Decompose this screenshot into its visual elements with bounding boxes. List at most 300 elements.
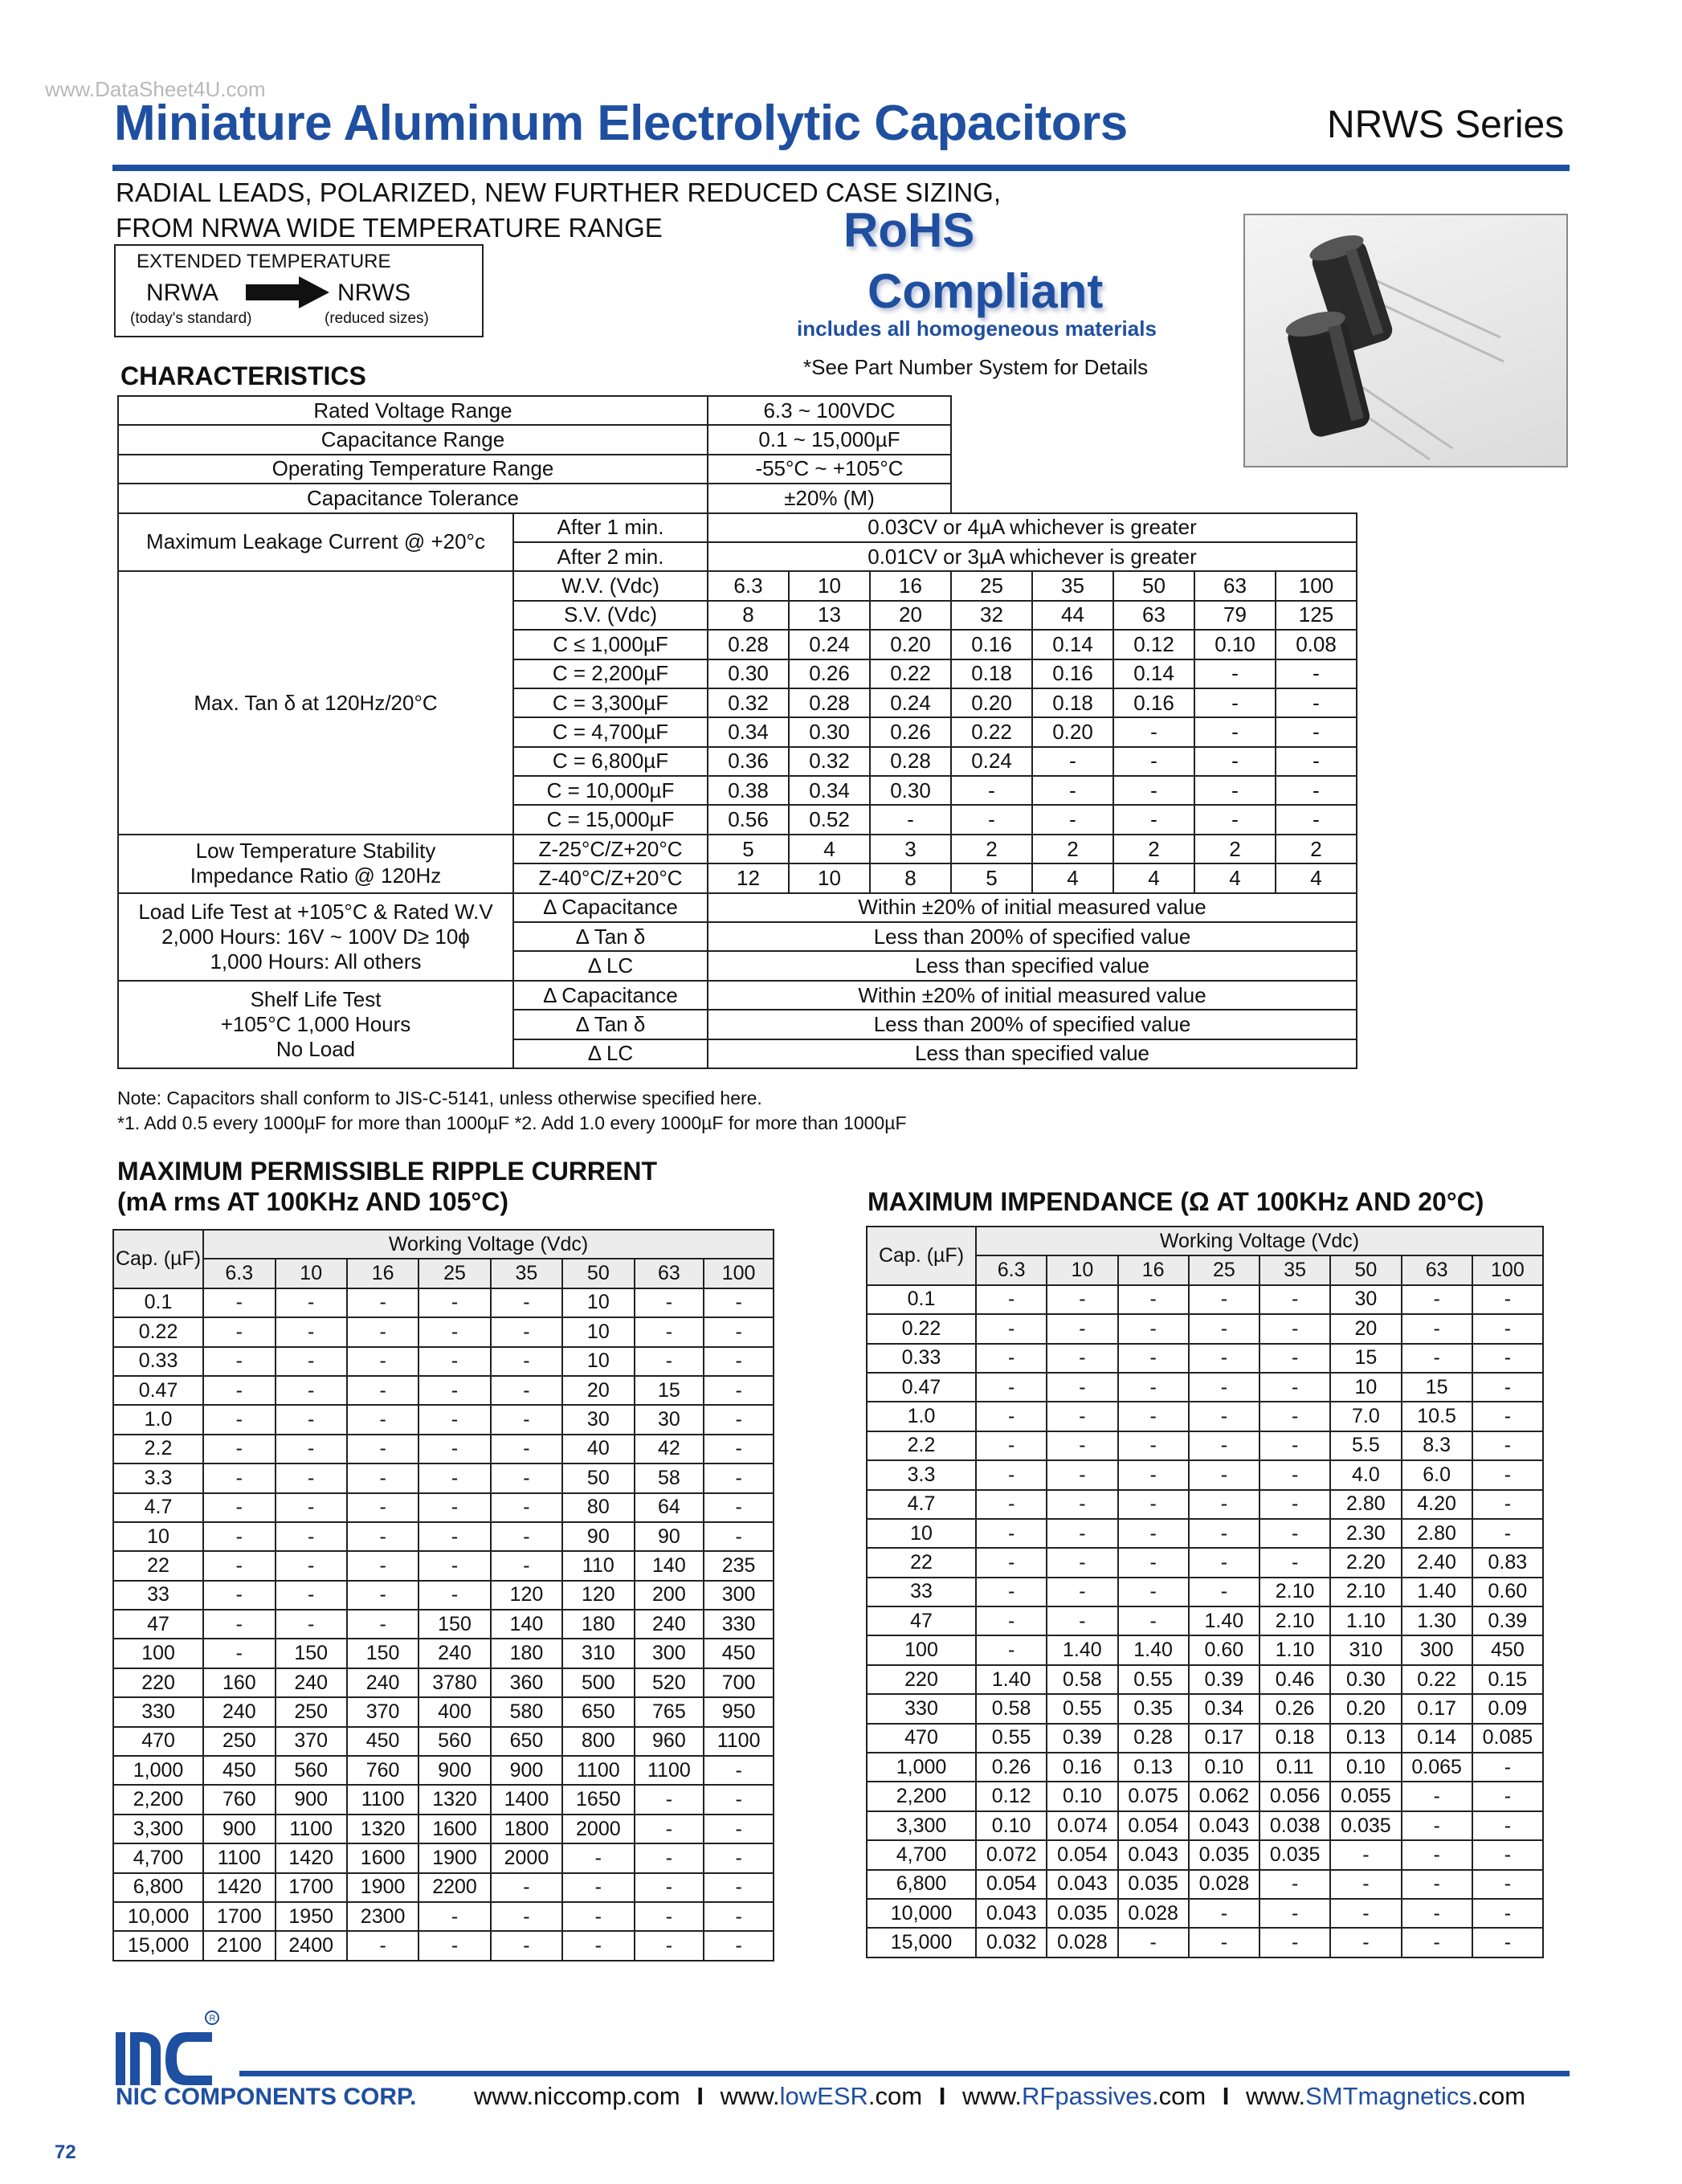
- table-cell: 58: [635, 1463, 704, 1492]
- table-cell: 1100: [276, 1815, 347, 1843]
- voltage-header: 16: [1118, 1255, 1189, 1284]
- rohs-materials-note: includes all homogeneous materials: [797, 316, 1157, 341]
- cap-value: 6,800: [113, 1873, 203, 1902]
- table-cell: 650: [562, 1697, 634, 1726]
- tan-value: -: [1194, 717, 1276, 746]
- tan-value: 125: [1276, 601, 1357, 630]
- table-cell: -: [976, 1431, 1047, 1460]
- ripple-heading: MAXIMUM PERMISSIBLE RIPPLE CURRENT: [117, 1157, 658, 1186]
- tan-value: 0.24: [789, 630, 870, 659]
- table-cell: -: [1472, 1870, 1543, 1899]
- table-cell: -: [1118, 1578, 1189, 1606]
- cap-value: 33: [113, 1581, 203, 1610]
- table-row: [113, 1493, 774, 1522]
- table-cell: 1.40: [1402, 1578, 1472, 1606]
- table-cell: -: [418, 1463, 490, 1492]
- table-cell: 240: [203, 1697, 275, 1726]
- table-cell: -: [1118, 1314, 1189, 1343]
- table-cell: 0.043: [1118, 1840, 1189, 1869]
- tan-value: 0.30: [708, 659, 789, 688]
- table-cell: 300: [1402, 1635, 1472, 1664]
- cap-value: 3,300: [113, 1815, 203, 1843]
- table-cell: -: [1189, 1344, 1259, 1373]
- table-cell: -: [1189, 1431, 1259, 1460]
- arrow-right-icon: [246, 276, 331, 308]
- tolerance-label: Capacitance Tolerance: [118, 484, 708, 512]
- cap-value: 0.22: [113, 1317, 203, 1346]
- table-cell: -: [491, 1376, 562, 1405]
- cap-value: 1.0: [113, 1405, 203, 1434]
- table-cell: -: [704, 1522, 774, 1551]
- impedance-ratio-value: 4: [1194, 863, 1276, 892]
- table-cell: -: [635, 1785, 704, 1814]
- table-cell: -: [1189, 1373, 1259, 1402]
- table-cell: -: [347, 1288, 418, 1317]
- table-cell: -: [635, 1317, 704, 1346]
- table-cell: -: [491, 1405, 562, 1434]
- tan-value: 0.14: [1113, 659, 1194, 688]
- tan-value: 0.30: [870, 776, 951, 805]
- table-cell: -: [1472, 1782, 1543, 1810]
- page-number: 72: [55, 2141, 76, 2163]
- table-cell: 90: [635, 1522, 704, 1551]
- cap-value: 47: [113, 1610, 203, 1639]
- table-cell: 0.17: [1189, 1724, 1259, 1753]
- table-cell: -: [1189, 1314, 1259, 1343]
- tan-value: -: [1032, 776, 1113, 805]
- table-cell: -: [491, 1931, 562, 1960]
- table-cell: -: [635, 1902, 704, 1931]
- table-cell: 0.13: [1330, 1724, 1401, 1753]
- shelf-life-item: Δ Tan δ: [513, 1010, 708, 1039]
- table-cell: 0.065: [1402, 1753, 1472, 1782]
- table-cell: -: [418, 1551, 490, 1580]
- shelf-life-item: Δ LC: [513, 1039, 708, 1068]
- table-cell: 520: [635, 1668, 704, 1697]
- tan-value: -: [1194, 805, 1276, 834]
- table-cell: 1100: [562, 1756, 634, 1785]
- tan-value: -: [1276, 805, 1357, 834]
- table-cell: -: [347, 1347, 418, 1376]
- load-life-label-line: 2,000 Hours: 16V ~ 100V D≥ 10ϕ: [161, 924, 470, 949]
- table-cell: 0.055: [1330, 1782, 1401, 1810]
- table-cell: 1600: [418, 1815, 490, 1843]
- cap-value: 15,000: [867, 1928, 976, 1957]
- capacitance-range-label: Capacitance Range: [118, 425, 708, 454]
- table-cell: -: [418, 1435, 490, 1463]
- voltage-header: 63: [635, 1259, 704, 1288]
- table-cell: 900: [491, 1756, 562, 1785]
- table-cell: -: [1189, 1490, 1259, 1519]
- table-row: [867, 1519, 1543, 1548]
- cap-value: 10,000: [867, 1899, 976, 1928]
- cap-value: 0.1: [867, 1285, 976, 1314]
- table-cell: -: [562, 1843, 634, 1872]
- table-cell: -: [203, 1288, 275, 1317]
- table-cell: -: [1047, 1548, 1117, 1577]
- site-rfpassives-link[interactable]: www.RFpassives.com: [961, 2082, 1206, 2110]
- table-cell: 0.032: [976, 1928, 1047, 1957]
- table-row: [867, 1314, 1543, 1343]
- table-cell: 310: [1330, 1635, 1401, 1664]
- table-cell: 2.80: [1330, 1490, 1401, 1519]
- footer-separator: I: [938, 2082, 946, 2110]
- table-row: [113, 1347, 774, 1376]
- table-cell: -: [1118, 1402, 1189, 1431]
- table-cell: 0.30: [1330, 1665, 1401, 1694]
- voltage-header: 63: [1402, 1255, 1472, 1284]
- impedance-ratio-value: 2: [1032, 835, 1113, 863]
- table-cell: 1420: [276, 1843, 347, 1872]
- table-cell: 0.038: [1259, 1811, 1330, 1840]
- voltage-header: 10: [1047, 1255, 1117, 1284]
- ripple-subheading: (mA rms AT 100KHz AND 105°C): [117, 1187, 508, 1216]
- cap-value: 47: [867, 1606, 976, 1635]
- table-cell: 2.10: [1259, 1606, 1330, 1635]
- shelf-life-label-line: +105°C 1,000 Hours: [220, 1011, 411, 1036]
- load-life-value: Less than specified value: [708, 951, 1357, 980]
- table-cell: 0.035: [1189, 1840, 1259, 1869]
- table-cell: -: [1472, 1460, 1543, 1489]
- table-cell: 0.072: [976, 1840, 1047, 1869]
- table-row: [113, 1317, 774, 1346]
- table-cell: 1.10: [1330, 1606, 1401, 1635]
- table-cell: 15: [635, 1376, 704, 1405]
- table-cell: -: [347, 1463, 418, 1492]
- cap-value: 2.2: [113, 1435, 203, 1463]
- table-cell: -: [1047, 1344, 1117, 1373]
- tan-row-label: C = 15,000µF: [513, 805, 708, 834]
- impedance-ratio-value: 10: [789, 863, 870, 892]
- empty-cell: [951, 455, 1357, 484]
- table-cell: -: [1472, 1285, 1543, 1314]
- table-cell: 1100: [635, 1756, 704, 1785]
- table-row: [867, 1694, 1543, 1723]
- table-cell: -: [704, 1376, 774, 1405]
- table-row: [113, 1639, 774, 1668]
- table-cell: -: [704, 1405, 774, 1434]
- cap-value: 0.33: [867, 1344, 976, 1373]
- table-cell: -: [704, 1317, 774, 1346]
- load-life-item: Δ Capacitance: [513, 893, 708, 922]
- table-cell: -: [276, 1493, 347, 1522]
- table-cell: -: [1259, 1344, 1330, 1373]
- table-cell: -: [704, 1463, 774, 1492]
- table-cell: 0.28: [1118, 1724, 1189, 1753]
- table-row: [867, 1344, 1543, 1373]
- table-cell: 235: [704, 1551, 774, 1580]
- table-cell: -: [562, 1902, 634, 1931]
- table-cell: -: [562, 1931, 634, 1960]
- table-cell: -: [1330, 1928, 1401, 1957]
- table-cell: 580: [491, 1697, 562, 1726]
- impedance-ratio-label: Z-25°C/Z+20°C: [513, 835, 708, 863]
- table-cell: -: [1189, 1578, 1259, 1606]
- tan-value: 0.26: [789, 659, 870, 688]
- table-cell: 10.5: [1402, 1402, 1472, 1431]
- table-cell: 2.40: [1402, 1548, 1472, 1577]
- tan-value: -: [1276, 717, 1357, 746]
- table-cell: 0.22: [1402, 1665, 1472, 1694]
- tan-value: 0.28: [789, 688, 870, 717]
- table-cell: 180: [562, 1610, 634, 1639]
- low-temp-stability-label-line: Low Temperature Stability: [195, 839, 436, 863]
- tan-value: 0.30: [789, 717, 870, 746]
- cap-value: 3.3: [113, 1463, 203, 1492]
- tan-row-label: C = 6,800µF: [513, 747, 708, 776]
- table-row: [867, 1811, 1543, 1840]
- tan-value: 16: [870, 571, 951, 600]
- shelf-life-value: Within ±20% of initial measured value: [708, 981, 1357, 1010]
- table-cell: -: [276, 1288, 347, 1317]
- tolerance-value: ±20% (M): [708, 484, 951, 512]
- table-row: [113, 1873, 774, 1902]
- table-cell: 1.30: [1402, 1606, 1472, 1635]
- tan-value: 63: [1194, 571, 1276, 600]
- table-cell: -: [1047, 1578, 1117, 1606]
- table-cell: 650: [491, 1727, 562, 1756]
- table-cell: 0.34: [1189, 1694, 1259, 1723]
- table-cell: 7.0: [1330, 1402, 1401, 1431]
- table-cell: -: [1259, 1870, 1330, 1899]
- cap-value: 330: [113, 1697, 203, 1726]
- table-row: [113, 1843, 774, 1872]
- table-cell: -: [635, 1843, 704, 1872]
- table-cell: -: [976, 1490, 1047, 1519]
- table-cell: 900: [276, 1785, 347, 1814]
- table-cell: -: [1472, 1431, 1543, 1460]
- table-cell: 0.60: [1472, 1578, 1543, 1606]
- table-cell: -: [1047, 1460, 1117, 1489]
- impedance-ratio-value: 4: [789, 835, 870, 863]
- table-cell: -: [1402, 1314, 1472, 1343]
- tan-value: 0.08: [1276, 630, 1357, 659]
- table-cell: -: [491, 1347, 562, 1376]
- cap-value: 100: [113, 1639, 203, 1668]
- leakage-label: Maximum Leakage Current @ +20°c: [118, 513, 513, 572]
- table-cell: -: [276, 1463, 347, 1492]
- table-cell: -: [203, 1376, 275, 1405]
- tan-value: 0.16: [951, 630, 1032, 659]
- table-cell: -: [276, 1405, 347, 1434]
- table-cell: -: [347, 1493, 418, 1522]
- subtitle-line-1: RADIAL LEADS, POLARIZED, NEW FURTHER REDUCED CASE SIZING,: [116, 178, 1002, 207]
- table-cell: -: [1472, 1899, 1543, 1928]
- cap-value: 10,000: [113, 1902, 203, 1931]
- table-cell: 900: [418, 1756, 490, 1785]
- voltage-row: [113, 1259, 774, 1288]
- table-cell: -: [976, 1460, 1047, 1489]
- table-cell: -: [1330, 1870, 1401, 1899]
- table-cell: -: [491, 1902, 562, 1931]
- table-cell: 10: [562, 1288, 634, 1317]
- tan-row-label: C = 4,700µF: [513, 717, 708, 746]
- table-cell: -: [1330, 1899, 1401, 1928]
- table-cell: -: [635, 1931, 704, 1960]
- table-cell: 30: [562, 1405, 634, 1434]
- table-cell: -: [704, 1288, 774, 1317]
- table-cell: 15: [1402, 1373, 1472, 1402]
- table-cell: 0.55: [1118, 1665, 1189, 1694]
- table-cell: -: [1047, 1490, 1117, 1519]
- table-cell: 0.83: [1472, 1548, 1543, 1577]
- tan-value: 20: [870, 601, 951, 630]
- table-cell: -: [1402, 1928, 1472, 1957]
- footer-websites: [474, 2082, 1525, 2111]
- table-cell: -: [635, 1288, 704, 1317]
- table-cell: -: [1047, 1285, 1117, 1314]
- table-cell: 200: [635, 1581, 704, 1610]
- table-cell: 0.10: [976, 1811, 1047, 1840]
- table-row: [113, 1697, 774, 1726]
- working-voltage-header: Working Voltage (Vdc): [203, 1230, 774, 1259]
- table-cell: -: [347, 1581, 418, 1610]
- cap-value: 1,000: [867, 1753, 976, 1782]
- table-cell: -: [1472, 1402, 1543, 1431]
- table-cell: 0.054: [1047, 1840, 1117, 1869]
- voltage-header: 6.3: [203, 1259, 275, 1288]
- table-cell: -: [976, 1344, 1047, 1373]
- table-row: [867, 1870, 1543, 1899]
- leakage-2-label: After 2 min.: [513, 542, 708, 571]
- table-cell: 1900: [347, 1873, 418, 1902]
- operating-temp-row: [118, 455, 1357, 484]
- table-cell: -: [203, 1347, 275, 1376]
- table-cell: 8.3: [1402, 1431, 1472, 1460]
- table-cell: 150: [276, 1639, 347, 1668]
- table-cell: -: [1118, 1606, 1189, 1635]
- table-cell: 0.58: [976, 1694, 1047, 1723]
- tan-value: 63: [1113, 601, 1194, 630]
- tan-value: 35: [1032, 571, 1113, 600]
- load-life-label: [118, 893, 513, 981]
- low-temp-stability-label: [118, 835, 513, 893]
- table-cell: 370: [347, 1697, 418, 1726]
- cap-value: 1,000: [113, 1756, 203, 1785]
- table-cell: -: [418, 1347, 490, 1376]
- tan-value: -: [1113, 747, 1194, 776]
- leakage-2-value: 0.01CV or 3µA whichever is greater: [708, 542, 1357, 571]
- table-cell: 250: [203, 1727, 275, 1756]
- table-cell: -: [276, 1376, 347, 1405]
- series-name: NRWS Series: [1327, 104, 1565, 146]
- watermark: www.DataSheet4U.com: [45, 77, 266, 101]
- footer-separator: I: [696, 2082, 704, 2110]
- low-temp-row: [118, 835, 1357, 863]
- table-cell: 450: [203, 1756, 275, 1785]
- tan-value: -: [1276, 747, 1357, 776]
- table-cell: -: [418, 1931, 490, 1960]
- cap-value: 22: [113, 1551, 203, 1580]
- table-cell: 2100: [203, 1931, 275, 1960]
- table-row: [867, 1928, 1543, 1957]
- tan-row-label: C ≤ 1,000µF: [513, 630, 708, 659]
- svg-text:R: R: [209, 2014, 216, 2023]
- table-cell: 0.46: [1259, 1665, 1330, 1694]
- table-cell: -: [1118, 1928, 1189, 1957]
- table-cell: -: [1259, 1373, 1330, 1402]
- tan-value: -: [1113, 717, 1194, 746]
- table-cell: 1.40: [1118, 1635, 1189, 1664]
- table-cell: -: [704, 1815, 774, 1843]
- table-cell: 2.80: [1402, 1519, 1472, 1548]
- table-cell: -: [1047, 1519, 1117, 1548]
- table-cell: 15: [1330, 1344, 1401, 1373]
- load-life-item: Δ LC: [513, 951, 708, 980]
- table-cell: 110: [562, 1551, 634, 1580]
- tan-value: 0.52: [789, 805, 870, 834]
- table-cell: 0.10: [1047, 1782, 1117, 1810]
- impedance-ratio-value: 5: [708, 835, 789, 863]
- table-cell: 700: [704, 1668, 774, 1697]
- table-cell: 0.10: [1330, 1753, 1401, 1782]
- table-cell: -: [976, 1578, 1047, 1606]
- site-lowesr-link[interactable]: www.lowESR.com: [720, 2082, 923, 2110]
- cap-value: 22: [867, 1548, 976, 1577]
- table-cell: 560: [418, 1727, 490, 1756]
- table-cell: -: [635, 1873, 704, 1902]
- table-cell: 0.054: [1118, 1811, 1189, 1840]
- site-niccomp-link[interactable]: www.niccomp.com: [474, 2082, 680, 2110]
- characteristics-heading: CHARACTERISTICS: [120, 361, 366, 390]
- table-cell: -: [1047, 1373, 1117, 1402]
- table-cell: -: [418, 1376, 490, 1405]
- impedance-ratio-value: 3: [870, 835, 951, 863]
- table-row: [113, 1435, 774, 1463]
- table-cell: 140: [491, 1610, 562, 1639]
- table-cell: 120: [491, 1581, 562, 1610]
- table-cell: 2.10: [1330, 1578, 1401, 1606]
- tan-value: 0.28: [708, 630, 789, 659]
- voltage-header: 50: [562, 1259, 634, 1288]
- tan-delta-label: Max. Tan δ at 120Hz/20°C: [118, 571, 513, 835]
- table-row: [113, 1463, 774, 1492]
- page-title: Miniature Aluminum Electrolytic Capacitors: [114, 96, 1128, 151]
- table-cell: -: [1259, 1431, 1330, 1460]
- table-cell: -: [704, 1756, 774, 1785]
- shelf-life-label-line: No Load: [276, 1036, 356, 1061]
- cap-value: 470: [867, 1724, 976, 1753]
- impedance-ratio-value: 12: [708, 863, 789, 892]
- table-cell: -: [1259, 1460, 1330, 1489]
- load-life-item: Δ Tan δ: [513, 922, 708, 951]
- table-row: [867, 1460, 1543, 1489]
- tan-value: 44: [1032, 601, 1113, 630]
- table-cell: -: [491, 1288, 562, 1317]
- table-cell: 10: [562, 1317, 634, 1346]
- cap-value: 100: [867, 1635, 976, 1664]
- table-cell: -: [1259, 1519, 1330, 1548]
- table-cell: -: [635, 1347, 704, 1376]
- tan-value: 32: [951, 601, 1032, 630]
- table-cell: 2.20: [1330, 1548, 1401, 1577]
- table-cell: 950: [704, 1697, 774, 1726]
- table-cell: 1950: [276, 1902, 347, 1931]
- tan-value: 0.38: [708, 776, 789, 805]
- table-cell: 240: [276, 1668, 347, 1697]
- tan-value: 0.22: [870, 659, 951, 688]
- table-row: [113, 1581, 774, 1610]
- table-cell: 2300: [347, 1902, 418, 1931]
- table-cell: -: [347, 1522, 418, 1551]
- tan-value: 0.16: [1032, 659, 1113, 688]
- site-smtmagnetics-link[interactable]: www.SMTmagnetics.com: [1246, 2082, 1526, 2110]
- tan-value: -: [1276, 688, 1357, 717]
- table-cell: 0.035: [1118, 1870, 1189, 1899]
- table-cell: 0.26: [976, 1753, 1047, 1782]
- jis-note: Note: Capacitors shall conform to JIS-C-5141, unless otherwise specified here.: [117, 1088, 762, 1108]
- voltage-header: 25: [418, 1259, 490, 1288]
